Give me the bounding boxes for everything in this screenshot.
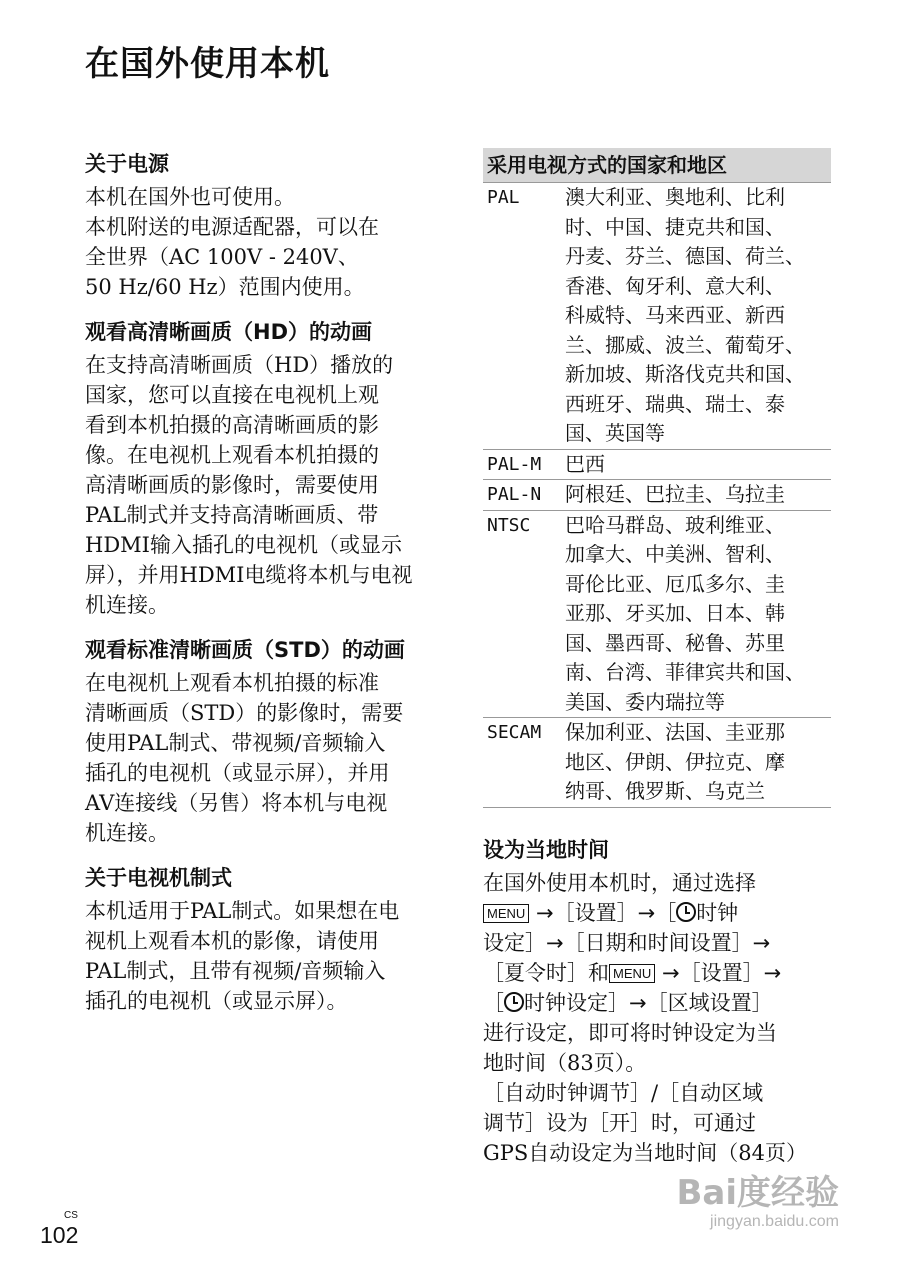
- table-row: [483, 510, 831, 718]
- text-line: 兰、挪威、波兰、葡萄牙、: [565, 332, 805, 357]
- text-line: 清晰画质（STD）的影像时，需要: [85, 701, 404, 725]
- local-time-text: [483, 868, 831, 1168]
- text-line: 本机适用于PAL制式。如果想在电: [85, 899, 400, 923]
- and-text: 和: [588, 960, 609, 985]
- text-line: 国、墨西哥、秘鲁、苏里: [565, 630, 785, 655]
- text-line: 香港、匈牙利、意大利、: [565, 273, 785, 298]
- text-line: 地时间（83页）。: [483, 1050, 647, 1075]
- text-line: 科威特、马来西亚、新西: [565, 303, 785, 327]
- clock-set-text: 时钟设定］: [524, 990, 629, 1015]
- system-cell: SECAM: [487, 722, 542, 743]
- countries-cell: [565, 718, 831, 807]
- text-line: GPS自动设定为当地时间（84页）: [483, 1140, 808, 1165]
- page-number: 102: [40, 1222, 79, 1248]
- text-line: 本机附送的电源适配器，可以在: [85, 215, 379, 239]
- system-cell: PAL-M: [487, 453, 542, 475]
- std-text: [85, 668, 433, 848]
- text-line: 高清晰画质的影像时，需要使用: [85, 473, 379, 497]
- countries-cell: [565, 511, 831, 718]
- text-line: 巴哈马群岛、玻利维亚、: [565, 512, 785, 537]
- text-line: 保加利亚、法国、圭亚那: [565, 720, 785, 744]
- text-line: 机连接。: [85, 593, 169, 617]
- settings-text: ［设置］: [679, 960, 764, 985]
- std-heading: 观看标准清晰画质（STD）的动画: [85, 638, 405, 662]
- text-line: PAL制式，且带有视频/音频输入: [85, 959, 386, 983]
- text-line: 在支持高清晰画质（HD）播放的: [85, 353, 394, 377]
- text-line: 国、英国等: [565, 421, 665, 445]
- text-line: [483, 958, 831, 988]
- menu-button-icon: MENU: [483, 904, 529, 923]
- watermark-url: jingyan.baidu.com: [710, 1213, 839, 1230]
- arrow-icon: →: [535, 900, 554, 925]
- system-cell: PAL-N: [487, 484, 542, 505]
- bracket-text: ［: [483, 990, 504, 1015]
- text-line: 加拿大、中美洲、智利、: [565, 542, 785, 566]
- text-line: 插孔的电视机（或显示屏）。: [85, 989, 348, 1013]
- text-line: 全世界（AC 100V - 240V、: [85, 245, 359, 269]
- power-heading: 关于电源: [85, 152, 169, 176]
- text-line: 新加坡、斯洛伐克共和国、: [565, 362, 805, 386]
- text-line: 澳大利亚、奥地利、比利: [565, 185, 785, 209]
- table-header: 采用电视方式的国家和地区: [483, 148, 831, 182]
- text-line: AV连接线（另售）将本机与电视: [85, 791, 388, 815]
- text-line: 使用PAL制式、带视频/音频输入: [85, 731, 386, 755]
- table-row: [483, 717, 831, 808]
- text-line: 视机上观看本机的影像，请使用: [85, 929, 379, 953]
- text-line: 在电视机上观看本机拍摄的标准: [85, 671, 379, 695]
- hd-heading: 观看高清晰画质（HD）的动画: [85, 320, 373, 344]
- clock-icon: [676, 902, 696, 922]
- arrow-icon: →: [629, 990, 647, 1015]
- text-line: 南、台湾、菲律宾共和国、: [565, 660, 805, 684]
- text-line: 调节］设为［开］时，可通过: [483, 1110, 756, 1135]
- settings-text: ［设置］: [553, 900, 638, 925]
- text-line: HDMI输入插孔的电视机（或显示: [85, 533, 402, 557]
- text-line: 时、中国、捷克共和国、: [565, 214, 785, 239]
- language-code: CS: [64, 1210, 78, 1221]
- clock-word: 时钟: [696, 900, 739, 925]
- text-line: 50 Hz/60 Hz）范围内使用。: [85, 275, 365, 299]
- setting-end-text: 设定］: [483, 930, 546, 955]
- text-line: 在国外使用本机时，通过选择: [483, 870, 756, 895]
- arrow-icon: →: [661, 960, 680, 985]
- text-line: [483, 898, 831, 928]
- text-line: 丹麦、芬兰、德国、荷兰、: [565, 244, 805, 268]
- text-line: 插孔的电视机（或显示屏），并用: [85, 761, 390, 785]
- text-line: 纳哥、俄罗斯、乌克兰: [565, 779, 765, 803]
- text-line: 本机在国外也可使用。: [85, 185, 295, 209]
- text-line: 机连接。: [85, 821, 169, 845]
- std-section: [85, 634, 433, 848]
- text-line: 像。在电视机上观看本机拍摄的: [85, 443, 379, 467]
- tv-system-section: [85, 862, 433, 1016]
- local-time-section: [483, 834, 831, 1168]
- local-time-heading: 设为当地时间: [483, 837, 609, 862]
- arrow-icon: →: [637, 900, 656, 925]
- tv-system-text: [85, 896, 433, 1016]
- tv-system-table: [483, 148, 831, 808]
- menu-button-icon: MENU: [609, 964, 655, 983]
- text-line: [483, 928, 831, 958]
- hd-section: [85, 316, 433, 620]
- text-line: 哥伦比亚、厄瓜多尔、圭: [565, 571, 785, 596]
- left-column: [85, 148, 433, 1030]
- region-text: ［区域设置］: [646, 990, 773, 1015]
- text-line: 看到本机拍摄的高清晰画质的影: [85, 413, 379, 437]
- arrow-icon: →: [546, 930, 564, 955]
- tv-system-heading: 关于电视机制式: [85, 866, 232, 890]
- dst-text: ［夏令时］: [483, 960, 588, 985]
- datetime-text: ［日期和时间设置］: [563, 930, 753, 955]
- text-line: 地区、伊朗、伊拉克、摩: [565, 749, 785, 774]
- system-cell: NTSC: [487, 514, 531, 536]
- text-line: 屏），并用HDMI电缆将本机与电视: [85, 563, 413, 587]
- text-line: 国家，您可以直接在电视机上观: [85, 383, 379, 407]
- text-line: 进行设定，即可将时钟设定为当: [483, 1020, 777, 1045]
- table-row: [483, 479, 831, 510]
- table-row: [483, 449, 831, 480]
- power-text: [85, 182, 433, 302]
- right-column: [483, 148, 831, 1168]
- text-line: 美国、委内瑞拉等: [565, 689, 725, 714]
- watermark-logo: Bai度经验: [676, 1173, 839, 1213]
- countries-cell: [565, 480, 831, 510]
- table-row: [483, 182, 831, 449]
- power-section: [85, 148, 433, 302]
- countries-cell: [565, 450, 831, 480]
- arrow-icon: →: [752, 930, 771, 955]
- text-line: 亚那、牙买加、日本、韩: [565, 601, 785, 625]
- page-title: 在国外使用本机: [85, 44, 330, 84]
- text-line: 西班牙、瑞典、瑞士、泰: [565, 391, 785, 416]
- system-cell: PAL: [487, 187, 520, 208]
- bracket-text: ［: [655, 900, 677, 925]
- countries-cell: [565, 183, 831, 449]
- text-line: [483, 988, 831, 1018]
- text-line: 巴西: [565, 451, 605, 476]
- hd-text: [85, 350, 433, 620]
- text-line: 阿根廷、巴拉圭、乌拉圭: [565, 482, 785, 506]
- clock-icon: [504, 992, 524, 1012]
- arrow-icon: →: [763, 960, 782, 985]
- text-line: ［自动时钟调节］/［自动区域: [483, 1080, 764, 1105]
- text-line: PAL制式并支持高清晰画质、带: [85, 503, 379, 527]
